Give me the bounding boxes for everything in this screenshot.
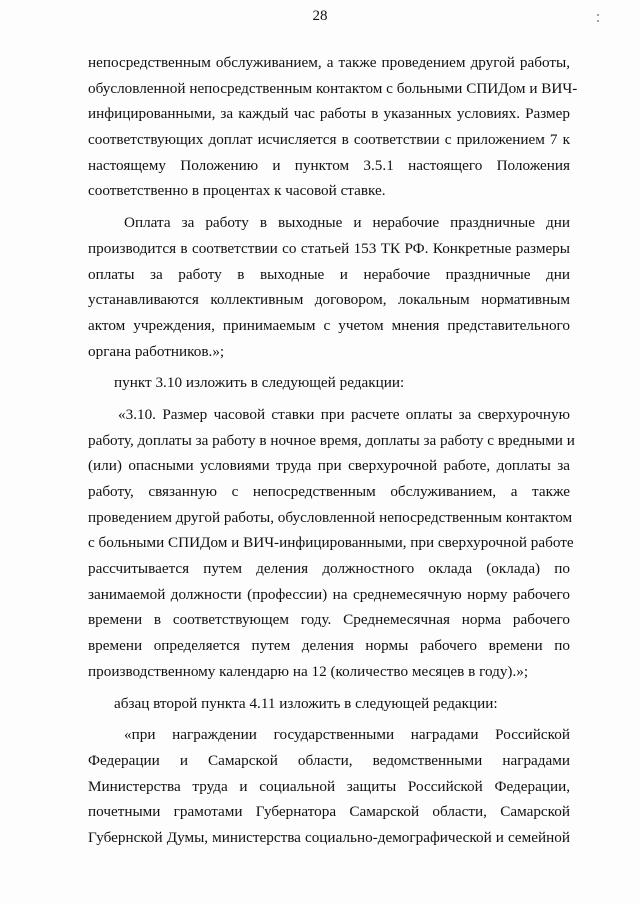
text-line: производится в соответствии со статьей 153 ТК РФ. Конкретные размеры (88, 239, 570, 257)
body-text (88, 50, 578, 851)
text-line: «3.10. Размер часовой ставки при расчете оплаты за сверхурочную (118, 405, 570, 423)
text-line: инфицированными, за каждый час работы в указанных условиях. Размер (88, 105, 570, 123)
text-line: оплаты за работу в выходные и нерабочие праздничные дни (88, 265, 570, 283)
text-line: пункт 3.10 изложить в следующей редакции: (114, 374, 405, 392)
text-line: рассчитывается путем деления должностного оклада (оклада) по (88, 560, 570, 578)
text-line: почетными грамотами Губернатора Самарской области, Самарской (88, 803, 570, 821)
text-line: обусловленной непосредственным контактом с больными СПИДом и ВИЧ- (88, 79, 578, 97)
text-line: работу, доплаты за работу в ночное время, доплаты за работу с вредными и (88, 431, 575, 449)
text-line: с больными СПИДом и ВИЧ-инфицированными, при сверхурочной работе (88, 534, 574, 552)
scan-speck (597, 14, 599, 16)
text-line: Министерства труда и социальной защиты Российской Федерации, (88, 777, 570, 795)
text-line: Губернской Думы, министерства социально-демографической и семейной (88, 828, 570, 846)
text-line: работу, связанную с непосредственным обслуживанием, а также (88, 483, 570, 500)
text-line: (или) опасными условиями труда при сверхурочной работе, доплаты за (88, 457, 570, 475)
page-number: 28 (312, 8, 328, 24)
text-line: абзац второй пункта 4.11 изложить в следующей редакции: (114, 694, 498, 712)
text-line: Федерации и Самарской области, ведомственными наградами (88, 751, 570, 769)
text-line: актом учреждения, принимаемым с учетом мнения представительного (88, 316, 570, 334)
text-line: проведением другой работы, обусловленной непосредственным контактом (88, 508, 573, 526)
text-line: «при награждении государственными наградами Российской (124, 726, 570, 744)
text-line: Оплата за работу в выходные и нерабочие праздничные дни (124, 214, 570, 232)
text-line: производственному календарю на 12 (количество месяцев в году).»; (88, 662, 529, 680)
text-line: устанавливаются коллективным договором, локальным нормативным (88, 291, 570, 309)
text-line: соответственно в процентах к часовой ставке. (88, 182, 386, 200)
text-line: времени в соответствующем году. Среднемесячная норма рабочего (88, 611, 570, 629)
text-line: соответствующих доплат исчисляется в соответствии с приложением 7 к (88, 131, 570, 149)
text-line: органа работников.»; (88, 342, 225, 360)
scan-speck (597, 20, 599, 22)
text-line: настоящему Положению и пунктом 3.5.1 настоящего Положения (88, 156, 570, 174)
text-line: непосредственным обслуживанием, а также проведением другой работы, (88, 54, 570, 71)
text-line: времени определяется путем деления нормы рабочего времени по (88, 637, 570, 655)
text-line: занимаемой должности (профессии) на среднемесячную норму рабочего (88, 585, 570, 603)
